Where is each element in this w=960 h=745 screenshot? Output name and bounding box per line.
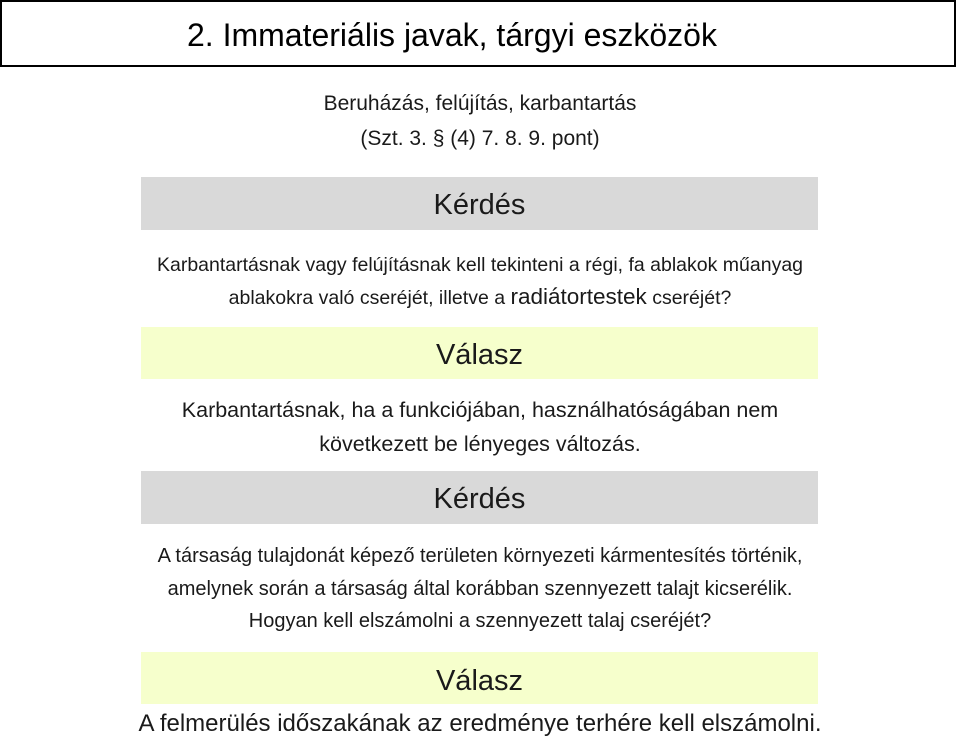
question-1-line-2-a: ablakokra való cseréjét, illetve a: [228, 287, 511, 309]
answer-1-line-1: Karbantartásnak, ha a funkciójában, használhatóságában nem: [181, 398, 779, 422]
subtitle-line-1: Beruházás, felújítás, karbantartás: [323, 92, 637, 115]
answer-banner-1: Válasz: [141, 327, 818, 379]
question-banner-1: Kérdés: [141, 177, 818, 230]
question-2-line-2: amelynek során a társaság által korábban szennyezett talajt kicserélik.: [167, 578, 793, 600]
answer-banner-2: Válasz: [141, 652, 818, 704]
question-1-line-1: Karbantartásnak vagy felújításnak kell tekinteni a régi, fa ablakok műanyag: [156, 254, 804, 276]
answer-2-line-1: A felmerülés időszakának az eredménye terhére kell elszámolni.: [138, 710, 822, 737]
page-title: 2. Immateriális javak, tárgyi eszközök: [187, 17, 717, 53]
question-2-line-3: Hogyan kell elszámolni a szennyezett talaj cseréjét?: [248, 610, 712, 632]
question-1-line-2-c: cseréjét?: [646, 287, 732, 309]
answer-1-line-2: következett be lényeges változás.: [319, 432, 641, 456]
subtitle-line-2: (Szt. 3. § (4) 7. 8. 9. pont): [360, 127, 600, 150]
question-1-line-2: [0, 281, 960, 314]
question-banner-2: Kérdés: [141, 471, 818, 524]
question-2-line-1: A társaság tulajdonát képező területen környezeti kármentesítés történik,: [157, 545, 803, 567]
question-1-line-2-b: radiátortestek: [510, 284, 647, 309]
title-box: [0, 0, 956, 67]
